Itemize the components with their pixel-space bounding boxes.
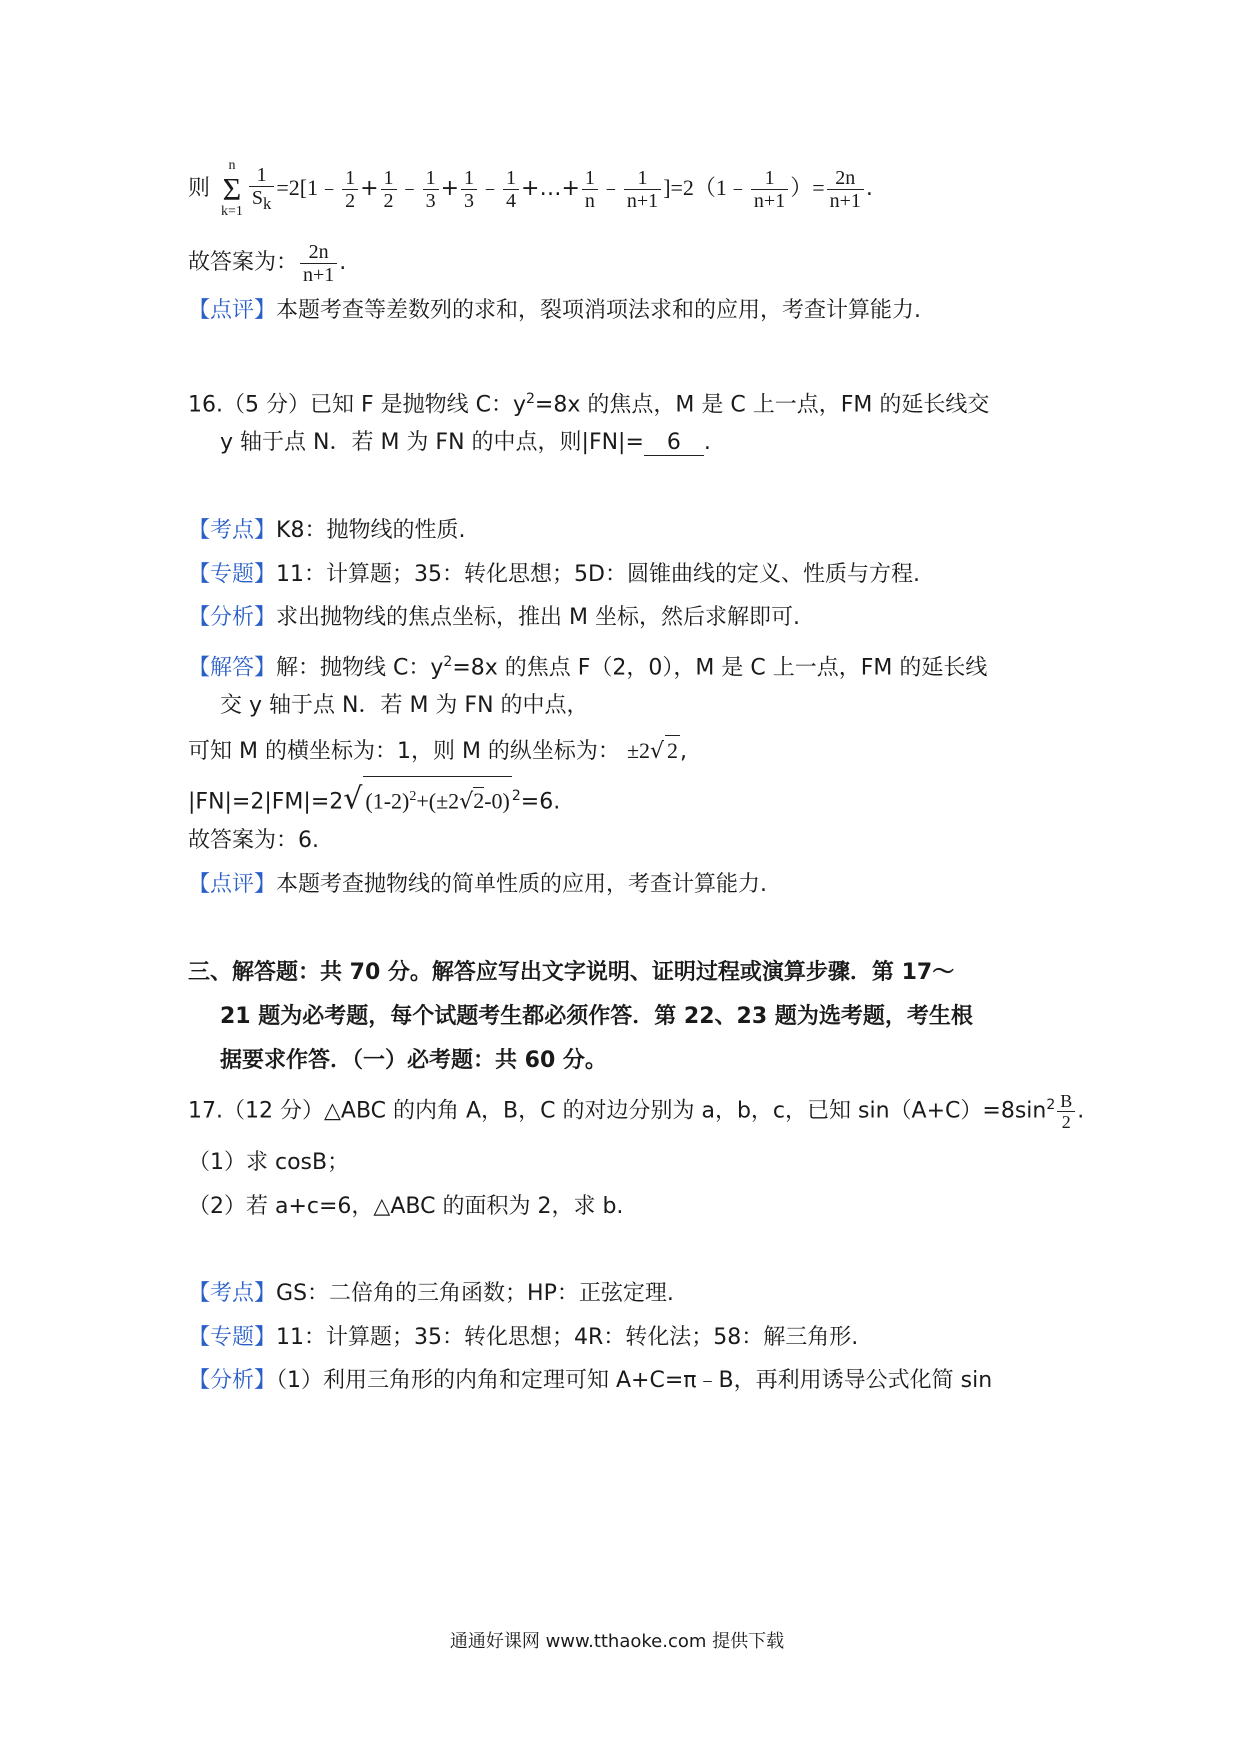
- superscript: 2: [409, 789, 417, 804]
- tag-label: 【专题】: [188, 562, 277, 587]
- superscript: 2: [443, 654, 453, 670]
- sqrt-content: [363, 776, 511, 822]
- q17-part: （2）若 a+c=6，△ABC 的面积为 2，求 b.: [188, 1194, 624, 1219]
- frac-num: 1: [751, 167, 788, 190]
- frac-num: 1: [342, 167, 358, 190]
- section-heading: 21 题为必考题，每个试题考生都必须作答．第 22、23 题为选考题，考生根: [220, 1004, 973, 1029]
- q17-line-1: [188, 1080, 1084, 1136]
- sqrt-sign: √: [459, 789, 474, 815]
- tag-label: 【考点】: [188, 518, 277, 543]
- fenxi-text: （1）利用三角形的内角和定理可知 A+C=π﹣B，再利用诱导公式化简 sin: [276, 1368, 993, 1393]
- op: ﹣: [398, 176, 421, 201]
- q17-text: 17.（12 分）△ABC 的内角 A，B，C 的对边分别为 a，b，c，已知 sin（A+C）=8sin: [188, 1098, 1047, 1124]
- page-footer: 通通好课网 www.tthaoke.com 提供下载: [449, 1631, 785, 1652]
- tag-label: 【专题】: [188, 1325, 277, 1350]
- sigma-bottom: k=1: [221, 204, 243, 219]
- fraction: [827, 167, 864, 212]
- sqrt-sign: √: [343, 781, 363, 817]
- q16-text: =8x 的焦点，M 是 C 上一点，FM 的延长线交: [534, 392, 990, 418]
- q16-text: 16.（5 分）已知 F 是抛物线 C：y: [188, 392, 526, 418]
- sigma-top: n: [228, 158, 236, 173]
- review-text: 本题考查抛物线的简单性质的应用，考查计算能力.: [276, 872, 768, 897]
- tag-label: 【解答】: [188, 655, 277, 681]
- fenxi-text: 求出抛物线的焦点坐标，推出 M 坐标，然后求解即可.: [276, 605, 800, 630]
- fraction: [300, 241, 337, 286]
- answer-blank: 6: [644, 431, 704, 456]
- math-text: ±2: [626, 738, 651, 763]
- section3-line-1: [188, 958, 954, 988]
- frac-num: 1: [503, 167, 519, 190]
- period: .: [1077, 1098, 1085, 1124]
- frac-num: 1: [582, 167, 598, 190]
- zhuanti-text: 11：计算题；35：转化思想；4R：转化法；58：解三角形.: [276, 1325, 859, 1350]
- q16-jieda-line-1: [188, 647, 987, 683]
- fraction: [751, 167, 788, 212]
- frac-den-s: S: [251, 186, 264, 209]
- q17-kaodian: [188, 1279, 674, 1309]
- q16-zhuanti: [188, 560, 920, 590]
- frac-num: 2n: [300, 241, 337, 264]
- q16-line-1: [188, 384, 989, 420]
- sqrt-content: 2: [473, 788, 485, 814]
- frac-den: 3: [464, 189, 474, 212]
- frac-num: B: [1057, 1091, 1075, 1112]
- q17-part: （1）求 cosB；: [188, 1150, 350, 1175]
- q17-part1: [188, 1148, 349, 1178]
- sigma-glyph: Σ: [222, 171, 242, 207]
- superscript: 2: [1046, 1097, 1056, 1113]
- frac-num: 1: [461, 167, 477, 190]
- eq-text: ）=: [790, 175, 825, 200]
- q16-fenxi: [188, 603, 800, 633]
- period: .: [865, 176, 873, 201]
- section-heading: 三、解答题：共 70 分。解答应写出文字说明、证明过程或演算步骤．第 17～: [188, 960, 955, 985]
- frac-num: 1: [249, 164, 274, 187]
- fraction: [249, 164, 274, 215]
- sqrt-content: 2: [665, 735, 680, 766]
- fraction: [381, 167, 397, 212]
- math-text: -0): [484, 788, 510, 814]
- review-text: 本题考查等差数列的求和，裂项消项法求和的应用，考查计算能力.: [276, 298, 922, 323]
- sqrt-sign: √: [650, 739, 665, 764]
- frac-den-sub: k: [263, 193, 272, 213]
- frac-den: [249, 187, 274, 215]
- eq-text: =2[1﹣: [276, 175, 341, 200]
- review-1: [188, 296, 921, 326]
- jieda-text: =8x 的焦点 F（2，0），M 是 C 上一点，FM 的延长线: [452, 655, 988, 681]
- op: ﹣: [599, 176, 622, 201]
- kaodian-text: K8：抛物线的性质.: [276, 518, 466, 543]
- sum-equation: [188, 158, 873, 219]
- q16-jieda-line-2: [220, 691, 589, 721]
- frac-den: n+1: [303, 263, 335, 286]
- answer-line-2: [188, 826, 319, 856]
- frac-num: 1: [381, 167, 397, 190]
- section3-line-2: [220, 1002, 973, 1032]
- section3-line-3: [220, 1046, 607, 1076]
- answer-line-1: [188, 238, 346, 288]
- q17-zhuanti: [188, 1323, 858, 1353]
- op: ﹣: [479, 176, 502, 201]
- tag-label: 【点评】: [188, 298, 277, 323]
- frac-den: 2: [383, 189, 394, 212]
- kaodian-text: GS：二倍角的三角函数；HP：正弦定理.: [276, 1281, 674, 1306]
- period: .: [339, 250, 347, 275]
- op: +: [360, 176, 379, 201]
- frac-num: 2n: [827, 167, 864, 190]
- fraction: [342, 167, 358, 212]
- answer-text: 故答案为：6.: [188, 828, 319, 853]
- q16-jieda-line-4: [188, 776, 560, 822]
- frac-num: 1: [624, 167, 661, 190]
- frac-den: 2: [345, 189, 356, 212]
- prefix-text: 则: [188, 176, 211, 201]
- jieda-text: =6.: [520, 789, 561, 815]
- fraction: [1057, 1091, 1075, 1132]
- frac-den: 4: [506, 189, 517, 212]
- frac-den: n+1: [753, 189, 786, 212]
- section-heading: 据要求作答．（一）必考题：共 60 分。: [220, 1048, 607, 1073]
- math-text: (1-2): [365, 788, 410, 814]
- answer-prefix: 故答案为：: [188, 250, 299, 275]
- frac-den: 2: [1061, 1111, 1071, 1132]
- period: .: [703, 430, 711, 455]
- fraction: [423, 167, 439, 212]
- fraction: [461, 167, 477, 212]
- superscript: 2: [526, 391, 535, 407]
- q17-part2: [188, 1192, 623, 1222]
- eq-text: ]=2（1﹣: [663, 175, 749, 200]
- comma: ,: [680, 739, 688, 764]
- q16-text: y 轴于点 N．若 M 为 FN 的中点，则|FN|=: [220, 430, 644, 455]
- tag-label: 【点评】: [188, 872, 277, 897]
- frac-den: 3: [425, 189, 436, 212]
- frac-den: n+1: [626, 189, 659, 212]
- fraction: [582, 167, 598, 212]
- jieda-text: |FN|=2|FM|=2: [188, 789, 344, 815]
- math-text: +(±2: [416, 788, 460, 814]
- frac-den: n+1: [829, 189, 861, 212]
- zhuanti-text: 11：计算题；35：转化思想；5D：圆锥曲线的定义、性质与方程.: [276, 562, 920, 587]
- q16-line-2: [220, 428, 711, 458]
- jieda-text: 可知 M 的横坐标为：1，则 M 的纵坐标为：: [188, 739, 620, 764]
- jieda-text: 交 y 轴于点 N．若 M 为 FN 的中点，: [220, 693, 589, 718]
- frac-num: 1: [423, 167, 439, 190]
- op: +…+: [521, 176, 580, 201]
- frac-den: n: [584, 189, 595, 212]
- fraction: [624, 167, 661, 212]
- sigma-symbol: [221, 159, 243, 219]
- op: +: [440, 176, 459, 201]
- q16-jieda-line-3: [188, 735, 687, 767]
- tag-label: 【分析】: [188, 605, 277, 630]
- q16-kaodian: [188, 516, 465, 546]
- tag-label: 【考点】: [188, 1281, 277, 1306]
- jieda-text: 解：抛物线 C：y: [276, 655, 444, 681]
- fraction: [503, 167, 519, 212]
- superscript: 2: [511, 788, 521, 804]
- tag-label: 【分析】: [188, 1368, 277, 1393]
- q17-fenxi: [188, 1366, 992, 1396]
- review-2: [188, 870, 767, 900]
